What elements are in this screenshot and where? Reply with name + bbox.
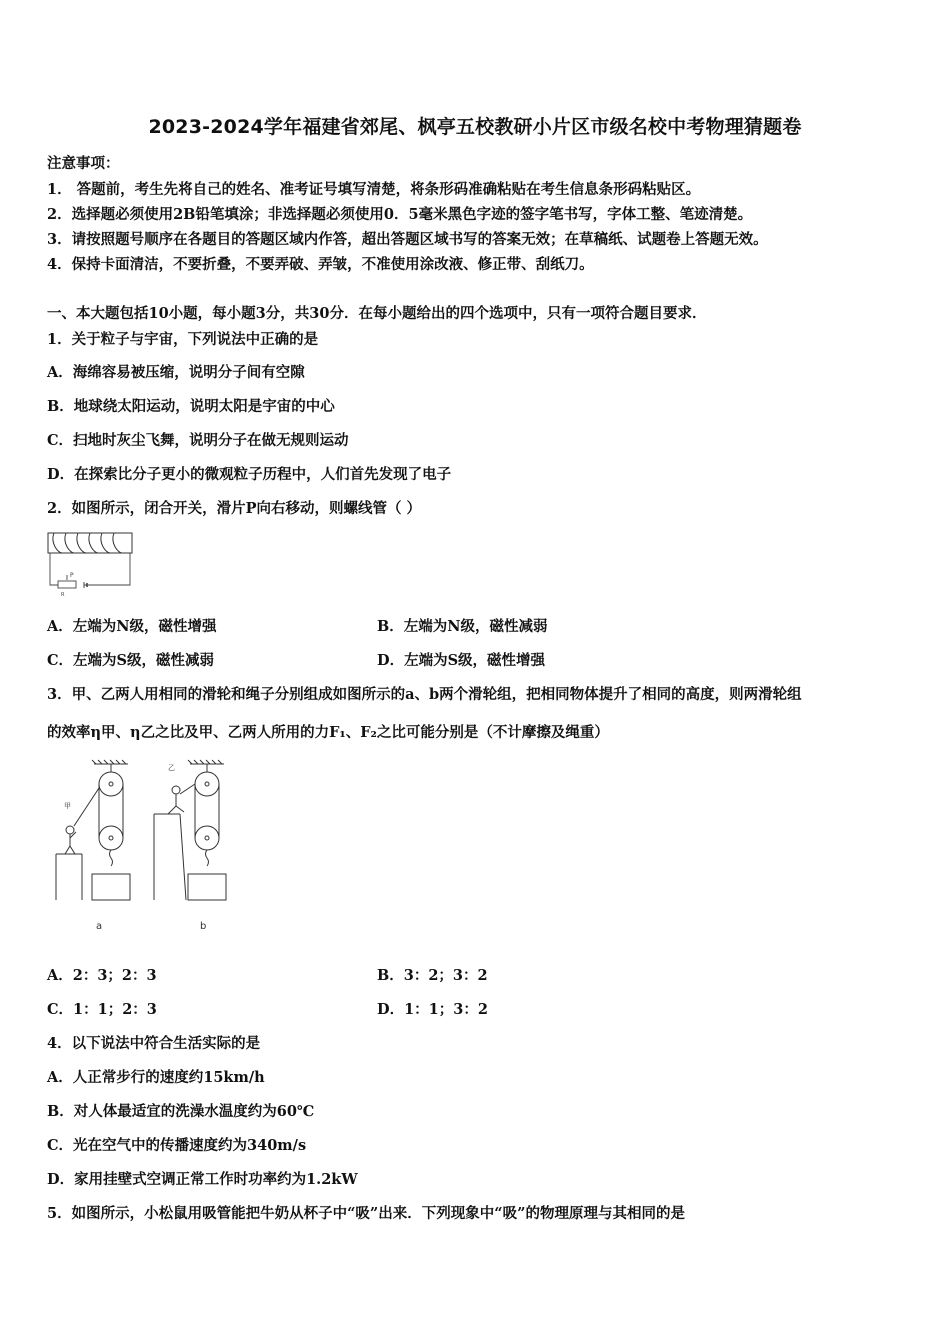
question-option: A．人正常步行的速度约15km/h xyxy=(47,1069,265,1086)
question-stem: 2．如图所示，闭合开关，滑片P向右移动，则螺线管（ ） xyxy=(47,500,422,517)
notice-item: 4．保持卡面清洁，不要折叠，不要弄破、弄皱，不准使用涂改液、修正带、刮纸刀。 xyxy=(47,256,594,273)
figure-label-a: a xyxy=(96,921,103,932)
question-option: D．1：1；3：2 xyxy=(377,1001,488,1018)
solenoid-circuit-figure xyxy=(44,527,138,599)
question-stem: 3．甲、乙两人用相同的滑轮和绳子分别组成如图所示的a、b两个滑轮组，把相同物体提升了相同的高度，则两滑轮组 xyxy=(47,686,802,703)
rheostat xyxy=(58,581,76,588)
question-option: A．海绵容易被压缩，说明分子间有空隙 xyxy=(47,364,305,381)
rheostat-label: R xyxy=(61,592,65,598)
question-option: C．左端为S级，磁性减弱 xyxy=(47,652,215,669)
question-stem: 5．如图所示，小松鼠用吸管能把牛奶从杯子中“吸”出来．下列现象中“吸”的物理原理与其相同的是 xyxy=(47,1205,685,1222)
pulley-systems-figure xyxy=(50,758,240,938)
question-stem: 1．关于粒子与宇宙，下列说法中正确的是 xyxy=(47,331,319,348)
circuit-wire xyxy=(50,553,58,585)
question-option: C．1：1；2：3 xyxy=(47,1001,157,1018)
slider-label: P xyxy=(70,572,74,579)
notice-item: 2．选择题必须使用2B铅笔填涂；非选择题必须使用0．5毫米黑色字迹的签字笔书写，字体工整、笔迹清楚。 xyxy=(47,206,753,223)
pulley-system-b xyxy=(154,760,226,900)
question-option: D．家用挂壁式空调正常工作时功率约为1.2kW xyxy=(47,1171,358,1188)
circuit-wire xyxy=(84,553,130,585)
person-label-jia: 甲 xyxy=(64,802,71,810)
question-option: B．地球绕太阳运动，说明太阳是宇宙的中心 xyxy=(47,398,335,415)
person-label-yi: 乙 xyxy=(168,764,175,772)
pulley-system-a xyxy=(56,760,130,900)
notice-item: 3．请按照题号顺序在各题目的答题区域内作答，超出答题区域书写的答案无效；在草稿纸、试题卷上答题无效。 xyxy=(47,231,768,248)
notice-item: 1． 答题前，考生先将自己的姓名、准考证号填写清楚，将条形码准确粘贴在考生信息条形码粘贴区。 xyxy=(47,181,701,198)
question-option: C．扫地时灰尘飞舞，说明分子在做无规则运动 xyxy=(47,432,349,449)
question-option: B．对人体最适宜的洗澡水温度约为60℃ xyxy=(47,1103,315,1120)
question-option: B．左端为N级，磁性减弱 xyxy=(377,618,548,635)
question-option: D．在探索比分子更小的微观粒子历程中，人们首先发现了电子 xyxy=(47,466,452,483)
solenoid-core xyxy=(48,533,132,553)
question-option: D．左端为S级，磁性增强 xyxy=(377,652,546,669)
solenoid-coil xyxy=(53,533,122,553)
question-option: C．光在空气中的传播速度约为340m/s xyxy=(47,1137,307,1154)
section-heading: 一、本大题包括10小题，每小题3分，共30分．在每小题给出的四个选项中，只有一项符合题目要求． xyxy=(47,305,707,322)
notice-heading: 注意事项： xyxy=(47,155,120,172)
question-stem: 4．以下说法中符合生活实际的是 xyxy=(47,1035,261,1052)
page-title: 2023-2024学年福建省郊尾、枫亭五校教研小片区市级名校中考物理猜题卷 xyxy=(148,116,802,138)
figure-label-b: b xyxy=(200,921,207,932)
question-stem: 的效率η甲、η乙之比及甲、乙两人所用的力F₁、F₂之比可能分别是（不计摩擦及绳重） xyxy=(47,724,609,741)
question-option: A．2：3；2：3 xyxy=(47,967,157,984)
question-option: B．3：2；3：2 xyxy=(377,967,488,984)
question-option: A．左端为N级，磁性增强 xyxy=(47,618,217,635)
